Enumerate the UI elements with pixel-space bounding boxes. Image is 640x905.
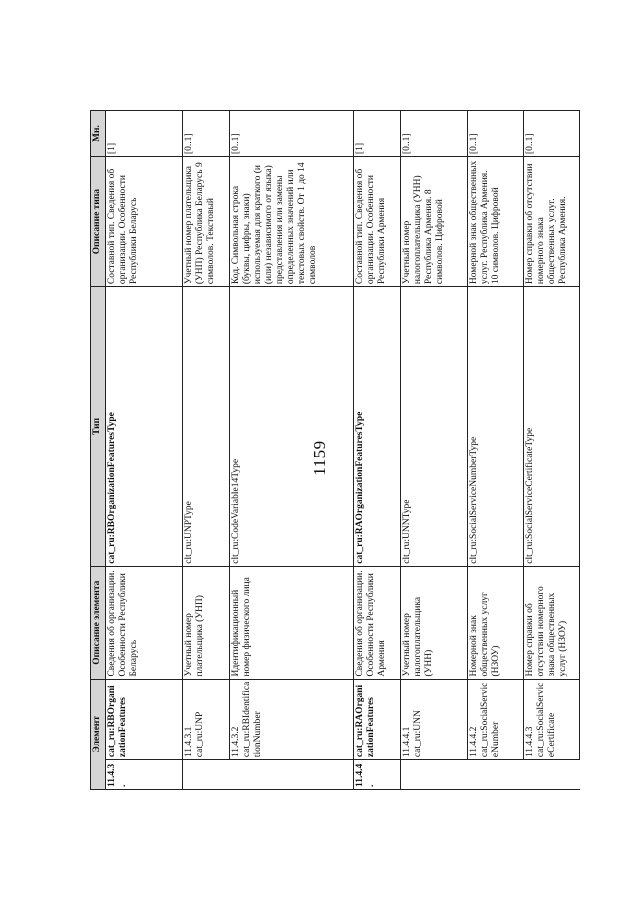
row-element: [524, 679, 580, 760]
row-mn: [0..1]: [183, 111, 230, 157]
row-type-desc: Номерной знак общественных услуг. Республика Армения. 10 символов. Цифровой: [468, 157, 524, 287]
row-type: clt_ru:UNPType: [183, 287, 230, 567]
header-type: Тип: [91, 287, 106, 567]
row-element-desc: Учетный номер налогоплательщика (УНН): [401, 566, 468, 679]
row-element: [468, 679, 524, 760]
table-row: [524, 111, 580, 790]
row-mn: [0..1]: [524, 111, 580, 157]
row-type: cat_ru:RAOrganizationFeaturesType: [354, 287, 401, 567]
row-element-desc: Сведения об организации. Особенности Республики Армения: [354, 566, 401, 679]
page-number: 1159: [310, 440, 329, 476]
table-header-row: [91, 111, 106, 790]
row-type-desc: Код. Символьная строка (буквы, цифры, знаки) используемая для краткого (и (или) независимого от языка) представления или замены определенных значений или текстовых свойств. От 1 до 14 символов: [230, 157, 354, 287]
row-type: clt_ru:UNNType: [401, 287, 468, 567]
row-subnumber: 11.4.3.2: [231, 726, 241, 758]
row-number: 11.4.4.: [354, 760, 401, 790]
row-mn: [1]: [354, 111, 401, 157]
row-element-name: cat_ru:SocialServiceCertificate: [536, 682, 557, 758]
row-element-desc: Номерной знак общественных услуг (НЗОУ): [468, 566, 524, 679]
table-row: [106, 111, 183, 790]
row-type: clt_ru:SocialServiceNumberType: [468, 287, 524, 567]
row-element-desc: Сведения об организации. Особенности Республики Беларусь: [106, 566, 183, 679]
row-type: clt_ru:SocialServiceCertificateType: [524, 287, 580, 567]
element-table: [90, 110, 580, 790]
row-mn: [0..1]: [468, 111, 524, 157]
rotated-table-container: [90, 110, 590, 790]
table-row: [401, 111, 468, 790]
table-row: [183, 111, 230, 790]
row-type: clt_ru:CodeVariable14Type: [230, 287, 354, 567]
row-type-desc: Учетный номер налогоплательщика (УНН) Республика Армения. 8 символов. Цифровой: [401, 157, 468, 287]
header-element: Элемент: [91, 679, 106, 789]
row-type: cat_ru:RBOrganizationFeaturesType: [106, 287, 183, 567]
table-row: [468, 111, 524, 790]
row-type-desc: Составной тип. Сведения об организации. Особенности Республики Армения: [354, 157, 401, 287]
table-row: [354, 111, 401, 790]
row-element-name: cat_ru:RBIdentificationNumber: [242, 681, 263, 758]
row-type-desc: Учетный номер плательщика (УНП) Республика Беларусь 9 символов. Текстовый: [183, 157, 230, 287]
header-mn: Мн.: [91, 111, 106, 157]
row-number: [468, 760, 524, 790]
row-element: cat_ru:RBOrganizationFeatures: [106, 679, 183, 760]
row-number: [401, 760, 468, 790]
row-mn: [0..1]: [230, 111, 354, 157]
row-element: [401, 679, 468, 760]
row-number: [524, 760, 580, 790]
header-element-desc: Описание элемента: [91, 566, 106, 679]
row-subnumber: 11.4.4.1: [402, 726, 412, 758]
row-element-name: cat_ru:UNP: [195, 711, 205, 758]
row-number: [230, 760, 354, 790]
row-subnumber: 11.4.3.1: [184, 726, 194, 758]
row-element-desc: Учетный номер плательщика (УНП): [183, 566, 230, 679]
header-type-desc: Описание типа: [91, 157, 106, 287]
row-mn: [0..1]: [401, 111, 468, 157]
row-mn: [1]: [106, 111, 183, 157]
row-element: [183, 679, 230, 760]
row-element: cat_ru:RAOrganizationFeatures: [354, 679, 401, 760]
row-subnumber: 11.4.4.3: [525, 726, 535, 758]
row-element-desc: Номер справки об отсутствии номерного знака общественных услуг (НЗОУ): [524, 566, 580, 679]
row-element-desc: Идентификационный номер физического лица: [230, 566, 354, 679]
row-element-name: cat_ru:SocialServiceNumber: [480, 682, 501, 758]
row-type-desc: Номер справки об отсутствии номерного знака общественных услуг. Республика Армения.: [524, 157, 580, 287]
row-subnumber: 11.4.4.2: [469, 726, 479, 758]
table-row: [230, 111, 354, 790]
row-number: 11.4.3.: [106, 760, 183, 790]
row-element-name: cat_ru:UNN: [413, 710, 423, 758]
row-element: [230, 679, 354, 760]
row-number: [183, 760, 230, 790]
row-type-desc: Составной тип. Сведения об организации. Особенности Республики Беларусь: [106, 157, 183, 287]
